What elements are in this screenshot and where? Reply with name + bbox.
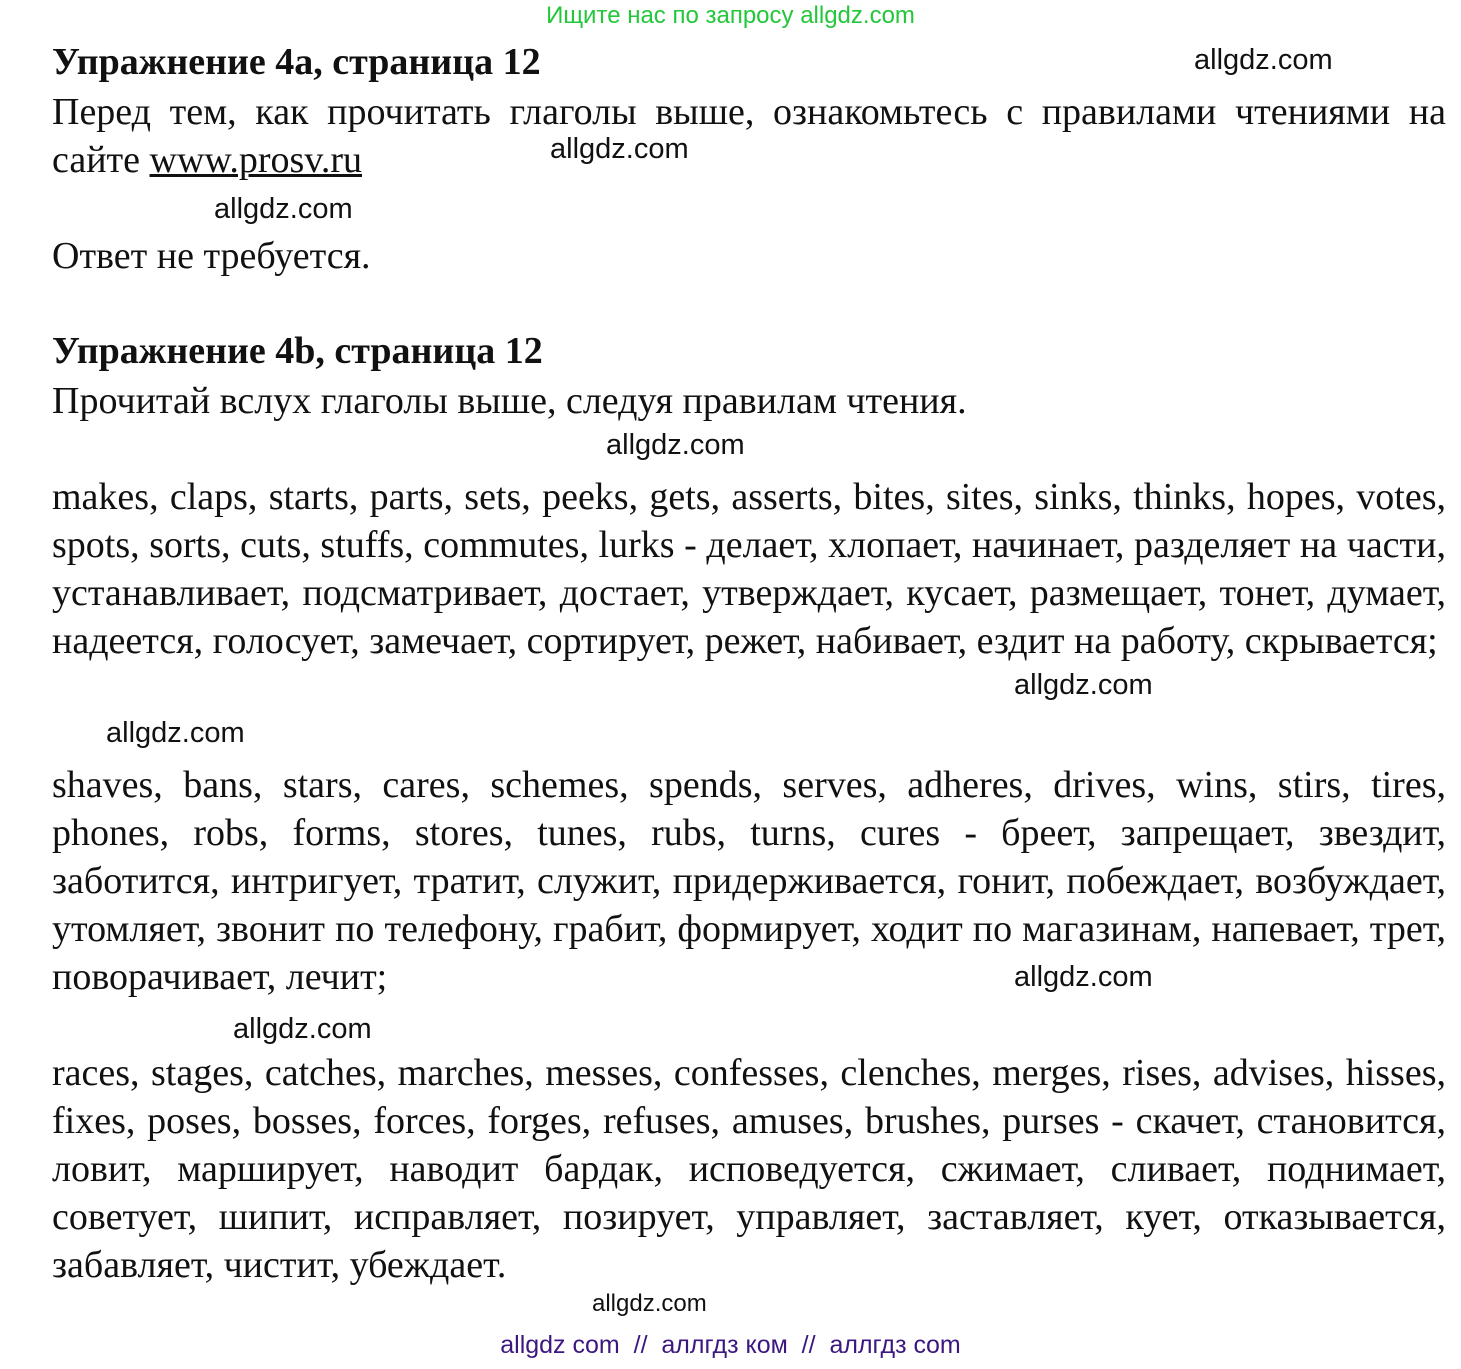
watermark: allgdz.com [214, 193, 353, 225]
watermark: allgdz.com [106, 717, 245, 749]
prosv-link[interactable]: www.prosv.ru [149, 139, 363, 181]
exercise-4b-instruction: Прочитай вслух глаголы выше, следуя правилам чтения. [52, 380, 967, 422]
verb-paragraph-2: shaves, bans, stars, cares, schemes, spends, serves, adheres, drives, wins, stirs, tires, phones, robs, forms, stores, tunes, rubs, turns, cures - бреет, запрещает, звездит, заботится, интригует, тратит, служит, придерживается, гонит, побеждает, возбуждает, утомляет, звонит по телефону, грабит, формирует, ходит по магазинам, напевает, трет, поворачивает, лечит; [52, 764, 1446, 998]
watermark: allgdz.com [1014, 961, 1153, 993]
exercise-4a-instruction [52, 88, 1446, 184]
watermark: allgdz.com [233, 1013, 372, 1045]
exercise-4b-heading: Упражнение 4b, страница 12 [52, 330, 543, 372]
watermark: allgdz.com [1194, 44, 1333, 76]
instruction-text: Перед тем, как прочитать глаголы выше, ознакомьтесь с правилами чтениями на сайте [52, 91, 1446, 181]
bottom-banner: allgdz com // аллгдз ком // аллгдз com [500, 1331, 961, 1359]
watermark: allgdz.com [592, 1290, 707, 1317]
top-banner: Ищите нас по запросу allgdz.com [546, 2, 915, 29]
verb-paragraph-1: makes, claps, starts, parts, sets, peeks, gets, asserts, bites, sites, sinks, thinks, hopes, votes, spots, sorts, cuts, stuffs, commutes, lurks - делает, хлопает, начинает, разделяет на части, устанавливает, подсматривает, достает, утверждает, кусает, размещает, тонет, думает, надеется, голосует, замечает, сортирует, режет, набивает, ездит на работу, скрывается; [52, 476, 1446, 662]
watermark: allgdz.com [606, 429, 745, 461]
watermark: allgdz.com [550, 133, 689, 165]
watermark: allgdz.com [1014, 669, 1153, 701]
verb-paragraph-3: races, stages, catches, marches, messes, confesses, clenches, merges, rises, advises, hisses, fixes, poses, bosses, forces, forges, refuses, amuses, brushes, purses - скачет, становится, ловит, марширует, наводит бардак, исповедуется, сжимает, сливает, поднимает, советует, шипит, исправляет, позирует, управляет, заставляет, кует, отказывается, забавляет, чистит, убеждает. [52, 1052, 1446, 1286]
exercise-4a-heading: Упражнение 4a, страница 12 [52, 41, 541, 83]
exercise-4a-answer: Ответ не требуется. [52, 235, 371, 277]
